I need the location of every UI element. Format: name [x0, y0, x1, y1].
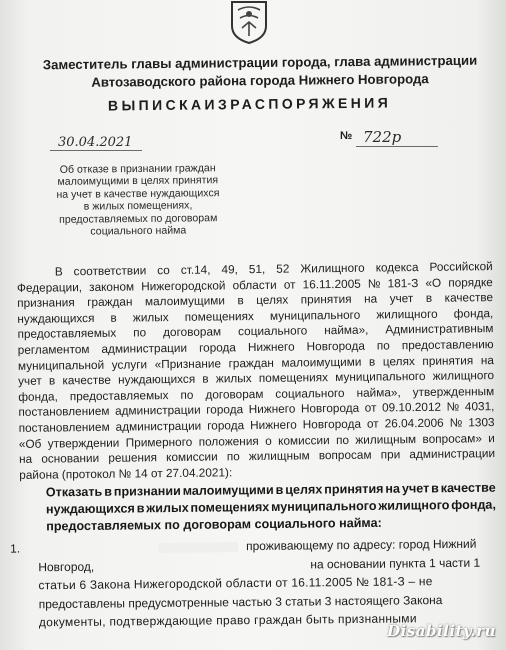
header-line-1: Заместитель главы администрации города, глава администрации [42, 52, 478, 73]
item-line-3: статьи 6 Закона Нижегородской области от 16.11.2005 № 181-З – не [38, 574, 433, 593]
site-watermark: Disability.ru [387, 622, 496, 640]
item-line-2a: Новгород, [38, 559, 95, 574]
preamble-line: постановлением администрации города Нижнего Новгорода от 26.04.2006 № 1303 [18, 415, 495, 435]
preamble-line: признания граждан малоимущими в целях принятия на учет в качестве [17, 290, 494, 311]
number-underline [356, 146, 438, 147]
preamble-line: «Об утверждении Примерного положения о комиссии по жилищным вопросам» и [18, 430, 495, 451]
order-date: 30.04.2021 [58, 135, 133, 150]
coat-of-arms-emblem [228, 0, 270, 44]
redacted-name [158, 542, 238, 553]
decision-line: нуждающихся в жилых помещениях муниципального жилищного фонда, [45, 497, 496, 517]
subject-line: социального найма [90, 224, 187, 238]
subject-line: в жилых помещениях, [83, 199, 193, 213]
item-line-4: предоставлены предусмотренные частью 3 статьи 3 настоящего Закона [38, 592, 443, 611]
number-label: № [340, 130, 353, 142]
preamble-line: предоставляемых по договорам социального найма», Административным [17, 321, 494, 342]
preamble-line: учет в качестве нуждающихся в жилых помещениях муниципального жилищного [18, 368, 495, 389]
subject-line: Об отказе в признании граждан [59, 162, 216, 176]
preamble-line: фонда, предоставляемых по договорам социального найма», утвержденным [18, 383, 495, 404]
header-line-2: Автозаводского района города Нижнего Новгорода [91, 71, 429, 90]
decision-line: предоставляемых по договорам социального найма: [46, 515, 382, 534]
preamble-line: Федерации, законом Нижегородской области от 16.11.2005 № 181-З «О порядке [16, 274, 493, 295]
preamble-line: регламентом администрации города Нижнего Новгорода по предоставлению [17, 337, 494, 357]
decision-item [10, 534, 500, 630]
preamble-line: района (протокол № 14 от 27.04.2021): [19, 465, 233, 482]
preamble-line: муниципальной услуги «Признание граждан малоимущими в целях принятия на [17, 352, 494, 373]
subject-line: на учет в качестве нуждающихся [56, 186, 220, 201]
document-title: ВЫПИСКАИЗРАСПОРЯЖЕНИЯ [107, 94, 392, 114]
subject-block [30, 162, 247, 239]
date-underline [50, 150, 142, 151]
preamble-line: В соответствии со ст.14, 49, 51, 52 Жилищного кодекса Российской [54, 259, 493, 279]
subject-line: предоставляемых по договорам [59, 211, 218, 226]
item-line-2b: на основании пункта 1 части 1 [310, 555, 481, 571]
preamble-line: нуждающихся в жилых помещениях муниципального жилищного фонда, [17, 305, 494, 326]
decision-paragraph [46, 480, 497, 536]
item-line-5: документы, подтверждающие право граждан быть признанными [38, 611, 417, 630]
subject-line: малоимущими в целях принятия [57, 174, 219, 189]
decision-line: Отказать в признании малоимущими в целях принятия на учет в качестве [45, 480, 496, 500]
preamble-line: на основании решения комиссии по жилищным вопросам при администрации [18, 446, 496, 467]
order-number: 722р [363, 128, 402, 146]
item-line-1: проживающему по адресу: город Нижний [246, 536, 477, 554]
preamble-paragraph [17, 259, 496, 483]
preamble-line: постановлением администрации города Нижнего Новгорода от 09.10.2012 № 4031, [18, 399, 495, 420]
item-number: 1. [10, 541, 21, 556]
redacted-block [158, 537, 238, 556]
